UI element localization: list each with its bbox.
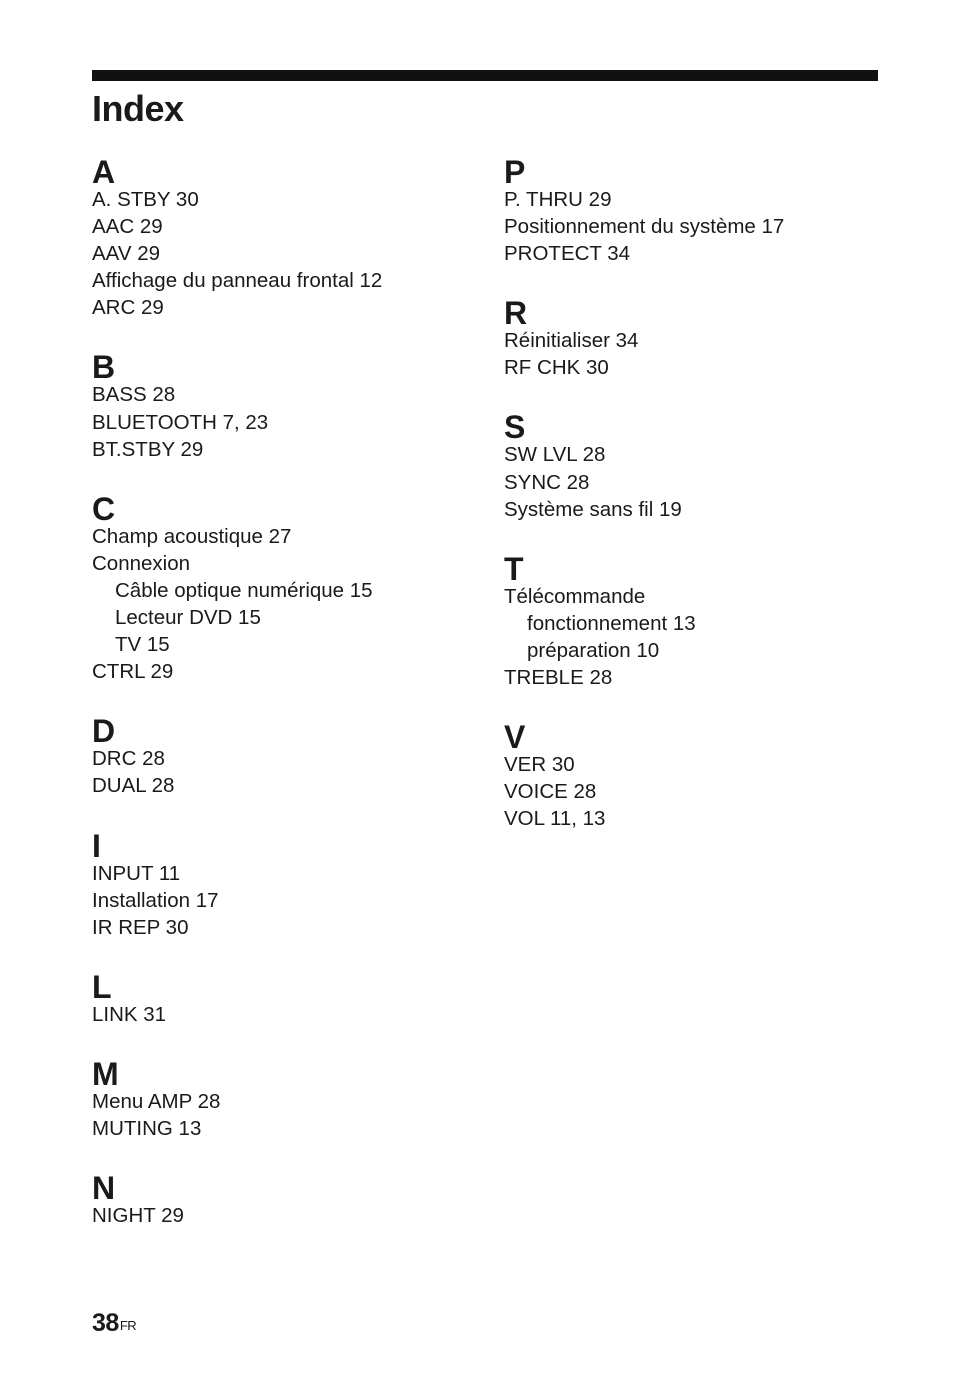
index-entry: A. STBY 30 — [92, 188, 199, 211]
page-number-value: 38 — [92, 1309, 119, 1337]
index-entry: DUAL 28 — [92, 774, 175, 798]
index-entry: Affichage du panneau frontal 12 — [92, 269, 383, 293]
index-column-left — [92, 152, 472, 1229]
index-entry: SW LVL 28 — [504, 443, 606, 467]
index-entry: VOICE 28 — [504, 780, 597, 804]
index-entry: INPUT 11 — [92, 861, 181, 885]
section-letter: T — [504, 550, 524, 587]
index-entry: AAC 29 — [92, 215, 163, 239]
section-letter: L — [92, 968, 112, 1005]
index-entry: BASS 28 — [92, 383, 176, 407]
index-entry: VOL 11, 13 — [504, 807, 606, 831]
index-entry: Système sans fil 19 — [504, 497, 682, 521]
section-letter: R — [504, 295, 528, 332]
section-letter: M — [92, 1055, 119, 1092]
index-entry: LINK 31 — [92, 1002, 167, 1026]
section-letter: C — [92, 490, 116, 527]
index-section-n — [92, 1168, 472, 1229]
index-section-s — [504, 407, 884, 522]
index-entry: BLUETOOTH 7, 23 — [92, 410, 269, 434]
index-column-right — [504, 152, 884, 832]
index-entry: MUTING 13 — [92, 1116, 202, 1140]
index-subentry: Lecteur DVD 15 — [115, 606, 261, 630]
index-entry: ARC 29 — [92, 296, 164, 320]
top-rule — [92, 70, 878, 81]
index-entry: SYNC 28 — [504, 470, 590, 494]
index-entry: Installation 17 — [92, 888, 219, 912]
index-entry: BT.STBY 29 — [92, 437, 204, 461]
index-section-r — [504, 293, 884, 381]
index-entry: Télécommande — [504, 584, 646, 608]
index-entry: Réinitialiser 34 — [504, 329, 639, 353]
page-language: FR — [119, 1318, 137, 1333]
index-section-a — [92, 152, 472, 321]
index-entry: Champ acoustique 27 — [92, 524, 292, 548]
index-section-t — [504, 549, 884, 691]
index-entry: P. THRU 29 — [504, 188, 612, 211]
index-entry: PROTECT 34 — [504, 242, 631, 266]
page-number — [92, 1306, 136, 1340]
section-letter: P — [504, 154, 526, 190]
section-letter: A — [92, 154, 116, 190]
index-subentry: préparation 10 — [527, 638, 660, 662]
index-entry: VER 30 — [504, 753, 575, 777]
section-letter: I — [92, 827, 101, 864]
index-section-i — [92, 826, 472, 941]
index-section-l — [92, 967, 472, 1028]
index-section-m — [92, 1054, 472, 1142]
index-subentry: TV 15 — [115, 633, 170, 657]
index-entry: TREBLE 28 — [504, 666, 613, 690]
index-entry: Connexion — [92, 551, 191, 575]
index-entry: AAV 29 — [92, 242, 160, 266]
section-letter: V — [504, 719, 526, 756]
index-entry: RF CHK 30 — [504, 356, 609, 380]
page-title: Index — [92, 88, 184, 129]
index-entry: Positionnement du système 17 — [504, 215, 785, 239]
index-subentry: Câble optique numérique 15 — [115, 578, 373, 602]
index-section-v — [504, 717, 884, 832]
section-letter: S — [504, 409, 526, 446]
section-letter: B — [92, 349, 116, 386]
index-entry: DRC 28 — [92, 747, 165, 771]
index-section-c — [92, 489, 472, 686]
index-entry: IR REP 30 — [92, 915, 189, 939]
index-entry: NIGHT 29 — [92, 1204, 184, 1228]
index-section-p — [504, 152, 884, 267]
section-letter: D — [92, 713, 116, 750]
index-subentry: fonctionnement 13 — [527, 611, 696, 635]
index-entry: CTRL 29 — [92, 660, 174, 684]
index-entry: Menu AMP 28 — [92, 1089, 221, 1113]
index-section-d — [92, 711, 472, 799]
section-letter: N — [92, 1170, 116, 1207]
index-section-b — [92, 347, 472, 462]
